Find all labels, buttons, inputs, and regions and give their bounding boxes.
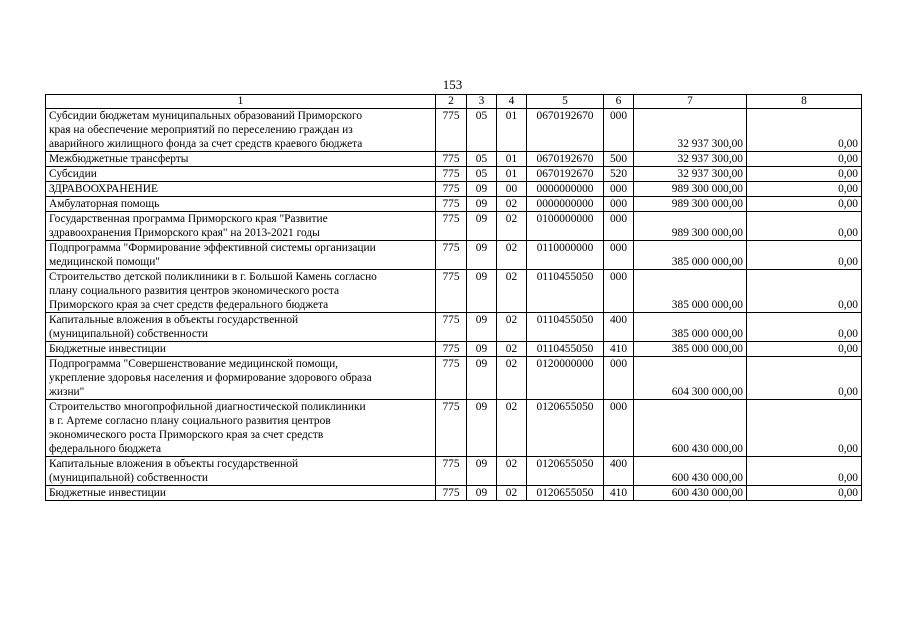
cell-code-admin: 775 (436, 486, 467, 501)
row-name-cell (46, 486, 436, 501)
cell-code-expense-type: 000 (604, 357, 634, 400)
row-name-cell (46, 182, 436, 197)
table-row (46, 400, 862, 457)
cell-code-subsection: 02 (497, 212, 527, 241)
cell-code-subsection: 02 (497, 357, 527, 400)
cell-amount: 604 300 000,00 (634, 357, 747, 400)
cell-amount-2: 0,00 (747, 241, 862, 270)
cell-code-target: 0120655050 (527, 486, 604, 501)
cell-code-subsection: 01 (497, 167, 527, 182)
column-header: 5 (527, 95, 604, 109)
table-row (46, 342, 862, 357)
cell-code-section: 09 (467, 342, 497, 357)
cell-code-section: 09 (467, 270, 497, 313)
row-name-line: аварийного жилищного фонда за счет средств краевого бюджета (49, 138, 363, 150)
cell-code-subsection: 02 (497, 342, 527, 357)
cell-code-expense-type: 000 (604, 182, 634, 197)
cell-code-expense-type: 000 (604, 241, 634, 270)
row-name-line: Субсидии (49, 168, 97, 180)
cell-amount: 600 430 000,00 (634, 486, 747, 501)
table-row (46, 182, 862, 197)
cell-code-target: 0110455050 (527, 342, 604, 357)
cell-code-section: 05 (467, 152, 497, 167)
row-name-cell (46, 313, 436, 342)
cell-code-subsection: 02 (497, 486, 527, 501)
cell-code-section: 09 (467, 212, 497, 241)
cell-amount-2: 0,00 (747, 212, 862, 241)
column-header: 7 (634, 95, 747, 109)
cell-code-expense-type: 000 (604, 270, 634, 313)
cell-code-subsection: 01 (497, 109, 527, 152)
row-name-line: медицинской помощи" (49, 256, 160, 268)
cell-amount: 600 430 000,00 (634, 457, 747, 486)
cell-code-target: 0120655050 (527, 457, 604, 486)
row-name-line: Капитальные вложения в объекты государственной (49, 458, 299, 470)
cell-code-subsection: 00 (497, 182, 527, 197)
cell-code-admin: 775 (436, 212, 467, 241)
cell-code-subsection: 02 (497, 313, 527, 342)
budget-table (45, 94, 862, 501)
row-name-cell (46, 167, 436, 182)
cell-amount-2: 0,00 (747, 197, 862, 212)
column-header: 8 (747, 95, 862, 109)
column-header: 3 (467, 95, 497, 109)
cell-code-target: 0670192670 (527, 167, 604, 182)
cell-amount-2: 0,00 (747, 182, 862, 197)
column-header: 6 (604, 95, 634, 109)
cell-code-expense-type: 000 (604, 212, 634, 241)
cell-amount: 385 000 000,00 (634, 270, 747, 313)
cell-code-target: 0110455050 (527, 313, 604, 342)
row-name-line: в г. Артеме согласно плану социального развития центров (49, 415, 331, 427)
table-row (46, 152, 862, 167)
row-name-line: (муниципальной) собственности (49, 472, 208, 484)
cell-amount: 385 000 000,00 (634, 313, 747, 342)
cell-code-expense-type: 410 (604, 342, 634, 357)
cell-code-section: 05 (467, 167, 497, 182)
cell-code-admin: 775 (436, 197, 467, 212)
row-name-line: Межбюджетные трансферты (49, 153, 189, 165)
row-name-line: края на обеспечение мероприятий по переселению граждан из (49, 124, 353, 136)
cell-code-target: 0100000000 (527, 212, 604, 241)
cell-code-target: 0670192670 (527, 109, 604, 152)
column-header: 2 (436, 95, 467, 109)
cell-amount: 32 937 300,00 (634, 152, 747, 167)
row-name-line: Бюджетные инвестиции (49, 343, 166, 355)
cell-amount: 32 937 300,00 (634, 109, 747, 152)
cell-code-expense-type: 000 (604, 109, 634, 152)
row-name-line: (муниципальной) собственности (49, 328, 208, 340)
cell-code-target: 0670192670 (527, 152, 604, 167)
cell-code-expense-type: 000 (604, 400, 634, 457)
cell-code-target: 0000000000 (527, 182, 604, 197)
cell-amount-2: 0,00 (747, 457, 862, 486)
cell-code-section: 09 (467, 241, 497, 270)
cell-code-admin: 775 (436, 313, 467, 342)
column-header: 1 (46, 95, 436, 109)
row-name-line: Капитальные вложения в объекты государственной (49, 314, 299, 326)
row-name-cell (46, 212, 436, 241)
cell-code-admin: 775 (436, 241, 467, 270)
row-name-line: Государственная программа Приморского края "Развитие (49, 213, 328, 225)
cell-code-target: 0120000000 (527, 357, 604, 400)
cell-code-section: 09 (467, 357, 497, 400)
cell-code-admin: 775 (436, 270, 467, 313)
cell-code-admin: 775 (436, 357, 467, 400)
cell-code-expense-type: 400 (604, 313, 634, 342)
table-row (46, 109, 862, 152)
cell-code-admin: 775 (436, 182, 467, 197)
row-name-cell (46, 152, 436, 167)
cell-code-section: 09 (467, 313, 497, 342)
cell-code-section: 09 (467, 486, 497, 501)
table-row (46, 241, 862, 270)
table-row (46, 357, 862, 400)
table-row (46, 270, 862, 313)
row-name-line: Субсидии бюджетам муниципальных образований Приморского (49, 110, 363, 122)
row-name-line: Приморского края за счет средств федерального бюджета (49, 299, 329, 311)
header-row (46, 95, 862, 109)
cell-code-expense-type: 410 (604, 486, 634, 501)
row-name-cell (46, 109, 436, 152)
table-row (46, 457, 862, 486)
table-row (46, 313, 862, 342)
cell-code-subsection: 01 (497, 152, 527, 167)
cell-code-admin: 775 (436, 167, 467, 182)
table-row (46, 212, 862, 241)
row-name-line: Бюджетные инвестиции (49, 487, 166, 499)
cell-amount: 385 000 000,00 (634, 342, 747, 357)
row-name-line: Строительство многопрофильной диагностической поликлиники (49, 401, 366, 413)
cell-code-section: 05 (467, 109, 497, 152)
cell-amount: 989 300 000,00 (634, 197, 747, 212)
row-name-line: экономического роста Приморского края за счет средств (49, 429, 324, 441)
cell-amount: 989 300 000,00 (634, 182, 747, 197)
row-name-line: плану социального развития центров экономического роста (49, 285, 340, 297)
row-name-line: жизни" (49, 386, 85, 398)
row-name-line: Амбулаторная помощь (49, 198, 160, 210)
cell-code-target: 0110455050 (527, 270, 604, 313)
cell-code-target: 0110000000 (527, 241, 604, 270)
cell-code-subsection: 02 (497, 400, 527, 457)
row-name-cell (46, 357, 436, 400)
row-name-cell (46, 400, 436, 457)
cell-amount-2: 0,00 (747, 109, 862, 152)
cell-amount: 385 000 000,00 (634, 241, 747, 270)
row-name-cell (46, 342, 436, 357)
cell-amount: 989 300 000,00 (634, 212, 747, 241)
cell-code-admin: 775 (436, 342, 467, 357)
cell-code-section: 09 (467, 197, 497, 212)
cell-amount-2: 0,00 (747, 342, 862, 357)
cell-code-target: 0000000000 (527, 197, 604, 212)
cell-code-admin: 775 (436, 457, 467, 486)
cell-amount-2: 0,00 (747, 270, 862, 313)
cell-code-expense-type: 000 (604, 197, 634, 212)
row-name-cell (46, 197, 436, 212)
cell-amount: 600 430 000,00 (634, 400, 747, 457)
row-name-line: Подпрограмма "Формирование эффективной системы организации (49, 242, 376, 254)
cell-amount: 32 937 300,00 (634, 167, 747, 182)
cell-amount-2: 0,00 (747, 486, 862, 501)
cell-amount-2: 0,00 (747, 400, 862, 457)
cell-code-subsection: 02 (497, 270, 527, 313)
cell-amount-2: 0,00 (747, 167, 862, 182)
row-name-cell (46, 241, 436, 270)
cell-amount-2: 0,00 (747, 357, 862, 400)
row-name-cell (46, 457, 436, 486)
row-name-line: здравоохранения Приморского края" на 2013-2021 годы (49, 227, 320, 239)
row-name-line: укрепление здоровья населения и формирование здорового образа (49, 372, 372, 384)
cell-code-admin: 775 (436, 109, 467, 152)
cell-code-admin: 775 (436, 400, 467, 457)
row-name-line: федерального бюджета (49, 443, 162, 455)
table-row (46, 197, 862, 212)
table-row (46, 486, 862, 501)
cell-code-section: 09 (467, 457, 497, 486)
cell-code-section: 09 (467, 400, 497, 457)
cell-code-section: 09 (467, 182, 497, 197)
cell-code-expense-type: 400 (604, 457, 634, 486)
cell-code-subsection: 02 (497, 241, 527, 270)
table-row (46, 167, 862, 182)
cell-code-expense-type: 500 (604, 152, 634, 167)
row-name-line: ЗДРАВООХРАНЕНИЕ (49, 183, 158, 195)
cell-code-admin: 775 (436, 152, 467, 167)
cell-code-subsection: 02 (497, 457, 527, 486)
page-number: 153 (442, 77, 463, 92)
row-name-cell (46, 270, 436, 313)
row-name-line: Подпрограмма "Совершенствование медицинской помощи, (49, 358, 339, 370)
cell-amount-2: 0,00 (747, 152, 862, 167)
cell-amount-2: 0,00 (747, 313, 862, 342)
cell-code-target: 0120655050 (527, 400, 604, 457)
cell-code-subsection: 02 (497, 197, 527, 212)
cell-code-expense-type: 520 (604, 167, 634, 182)
row-name-line: Строительство детской поликлиники в г. Большой Камень согласно (49, 271, 377, 283)
column-header: 4 (497, 95, 527, 109)
